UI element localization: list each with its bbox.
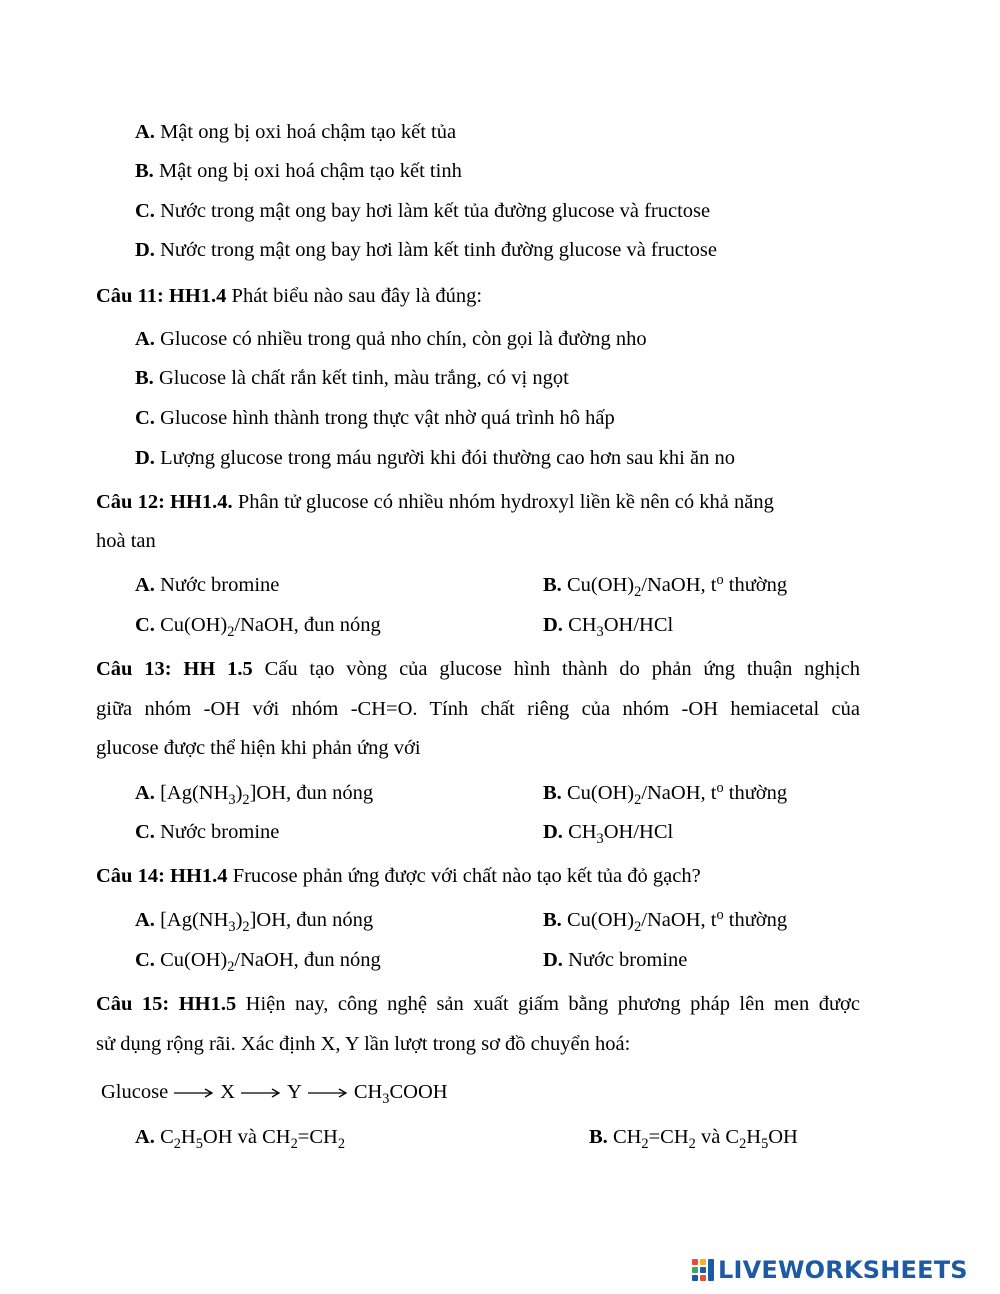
q12-option-b: B. $Cu(OH)_2$/NaOH, $t^o$ thường xyxy=(543,571,788,601)
liveworksheets-logo-icon xyxy=(692,1259,714,1281)
q10-option-a: A. Mật ong bị oxi hoá chậm tạo kết tủa xyxy=(135,121,457,143)
liveworksheets-logo[interactable] xyxy=(692,1256,968,1284)
q11-option-a: A. Glucose có nhiều trong quả nho chín, còn gọi là đường nho xyxy=(135,328,647,350)
scheme-y: Y xyxy=(287,1081,302,1103)
q10-option-c: C. Nước trong mật ong bay hơi làm kết tủa đường glucose và fructose xyxy=(135,200,711,222)
q15-option-a: A. $C_2H_5OH$ và $CH_2=CH_2$ xyxy=(135,1126,345,1153)
q13-option-b: B. $Cu(OH)_2$/NaOH, $t^o$ thường xyxy=(543,779,788,809)
q13-option-c: C. Nước bromine xyxy=(135,821,280,843)
scheme-product: $CH_3COOH$ xyxy=(353,1081,448,1108)
q13-stem-line2: giữa nhóm -OH với nhóm -CH=O. Tính chất riêng của nhóm -OH hemiacetal của xyxy=(96,698,860,720)
q14-option-a: A. $[Ag(NH_3)_2]OH$, đun nóng xyxy=(135,909,374,936)
q14-option-c: C. $Cu(OH)_2$/NaOH, đun nóng xyxy=(135,949,381,976)
q14-option-b: B. $Cu(OH)_2$/NaOH, $t^o$ thường xyxy=(543,906,788,936)
q13-stem-line1: Câu 13: HH 1.5 Cấu tạo vòng của glucose hình thành do phản ứng thuận nghịch xyxy=(96,658,860,680)
q11-stem: Câu 11: HH1.4 Phát biểu nào sau đây là đúng: xyxy=(96,285,483,307)
q10-option-d: D. Nước trong mật ong bay hơi làm kết tinh đường glucose và fructose xyxy=(135,239,717,261)
q15-scheme xyxy=(101,1080,448,1108)
q15-stem-line1: Câu 15: HH1.5 Hiện nay, công nghệ sản xuất giấm bằng phương pháp lên men được xyxy=(96,993,860,1015)
q12-option-d: D. $CH_3OH$/HCl xyxy=(543,614,674,641)
arrow-right-icon xyxy=(174,1086,214,1100)
q13-option-a: A. $[Ag(NH_3)_2]OH$, đun nóng xyxy=(135,782,374,809)
arrow-right-icon xyxy=(308,1086,348,1100)
scheme-x: X xyxy=(220,1081,235,1103)
q14-stem: Câu 14: HH1.4 Frucose phản ứng được với chất nào tạo kết tủa đỏ gạch? xyxy=(96,865,701,887)
q12-stem-line2: hoà tan xyxy=(96,530,156,552)
arrow-right-icon xyxy=(241,1086,281,1100)
logo-text: LIVEWORKSHEETS xyxy=(718,1256,968,1284)
q11-option-c: C. Glucose hình thành trong thực vật nhờ quá trình hô hấp xyxy=(135,407,615,429)
q13-stem-line3: glucose được thể hiện khi phản ứng với xyxy=(96,737,421,759)
q14-option-d: D. Nước bromine xyxy=(543,949,688,971)
scheme-glucose: Glucose xyxy=(101,1081,169,1103)
q15-stem-line2: sử dụng rộng rãi. Xác định X, Y lần lượt trong sơ đồ chuyển hoá: xyxy=(96,1033,631,1055)
q15-option-b: B. $CH_2=CH_2$ và $C_2H_5OH$ xyxy=(589,1126,798,1153)
q10-option-b: B. Mật ong bị oxi hoá chậm tạo kết tinh xyxy=(135,160,462,182)
q12-stem-line1: Câu 12: HH1.4. Phân tử glucose có nhiều nhóm hydroxyl liền kề nên có khả năng xyxy=(96,491,774,513)
q12-option-c: C. $Cu(OH)_2$/NaOH, đun nóng xyxy=(135,614,381,641)
q12-option-a: A. Nước bromine xyxy=(135,574,280,596)
q11-option-b: B. Glucose là chất rắn kết tinh, màu trắng, có vị ngọt xyxy=(135,367,569,389)
q13-option-d: D. $CH_3OH$/HCl xyxy=(543,821,674,848)
q11-option-d: D. Lượng glucose trong máu người khi đói thường cao hơn sau khi ăn no xyxy=(135,447,735,469)
